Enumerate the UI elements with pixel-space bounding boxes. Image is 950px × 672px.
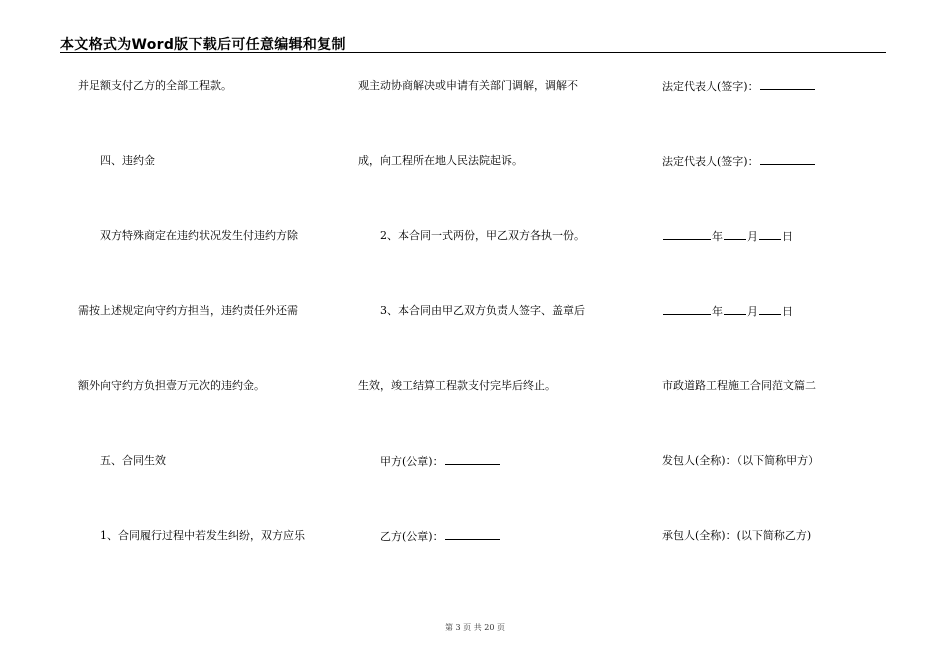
month-blank	[724, 229, 746, 240]
header-divider	[60, 52, 886, 53]
signature-blank	[760, 79, 815, 90]
text-line: 1、合同履行过程中若发生纠纷，双方应乐	[100, 529, 305, 542]
text-line: 双方特殊商定在违约状况发生付违约方除	[100, 229, 298, 242]
text-line: 观主动协商解决或申请有关部门调解，调解不	[358, 79, 578, 92]
month-label: 月	[747, 305, 758, 318]
text-line: 额外向守约方负担壹万元次的违约金。	[78, 379, 265, 392]
text-line: 生效，竣工结算工程款支付完毕后终止。	[358, 379, 556, 392]
month-label: 月	[747, 230, 758, 243]
year-label: 年	[712, 230, 723, 243]
date-line	[662, 229, 793, 243]
text-line: 成，向工程所在地人民法院起诉。	[358, 154, 523, 167]
party-a-seal-label: 甲方(公章)：	[380, 455, 444, 468]
text-line: 需按上述规定向守约方担当，违约责任外还需	[78, 304, 298, 317]
year-blank	[663, 229, 711, 240]
day-blank	[759, 304, 781, 315]
employer-line: 发包人(全称)：（以下简称甲方）	[662, 454, 820, 467]
section-title-part-two: 市政道路工程施工合同范文篇二	[662, 379, 816, 392]
signature-blank	[445, 454, 500, 465]
text-line: 2、本合同一式两份，甲乙双方各执一份。	[380, 229, 585, 242]
date-line	[662, 304, 793, 318]
year-label: 年	[712, 305, 723, 318]
day-blank	[759, 229, 781, 240]
text-line: 3、本合同由甲乙双方负责人签字、盖章后	[380, 304, 585, 317]
party-b-seal-line	[358, 529, 501, 543]
page-number: 第 3 页 共 20 页	[445, 623, 505, 632]
day-label: 日	[782, 230, 793, 243]
legal-rep-line	[662, 154, 816, 168]
text-line: 并足额支付乙方的全部工程款。	[78, 79, 232, 92]
day-label: 日	[782, 305, 793, 318]
signature-blank	[445, 529, 500, 540]
party-a-seal-line	[358, 454, 501, 468]
signature-blank	[760, 154, 815, 165]
legal-rep-line	[662, 79, 816, 93]
legal-rep-label: 法定代表人(签字)：	[662, 80, 759, 93]
section-heading-effect: 五、合同生效	[100, 454, 166, 467]
month-blank	[724, 304, 746, 315]
year-blank	[663, 304, 711, 315]
contractor-line: 承包人(全称)：(以下简称乙方)	[662, 529, 812, 542]
party-b-seal-label: 乙方(公章)：	[380, 530, 444, 543]
legal-rep-label: 法定代表人(签字)：	[662, 155, 759, 168]
section-heading-penalty: 四、违约金	[100, 154, 155, 167]
document-header-title: 本文格式为Word版下载后可任意编辑和复制	[60, 37, 346, 53]
